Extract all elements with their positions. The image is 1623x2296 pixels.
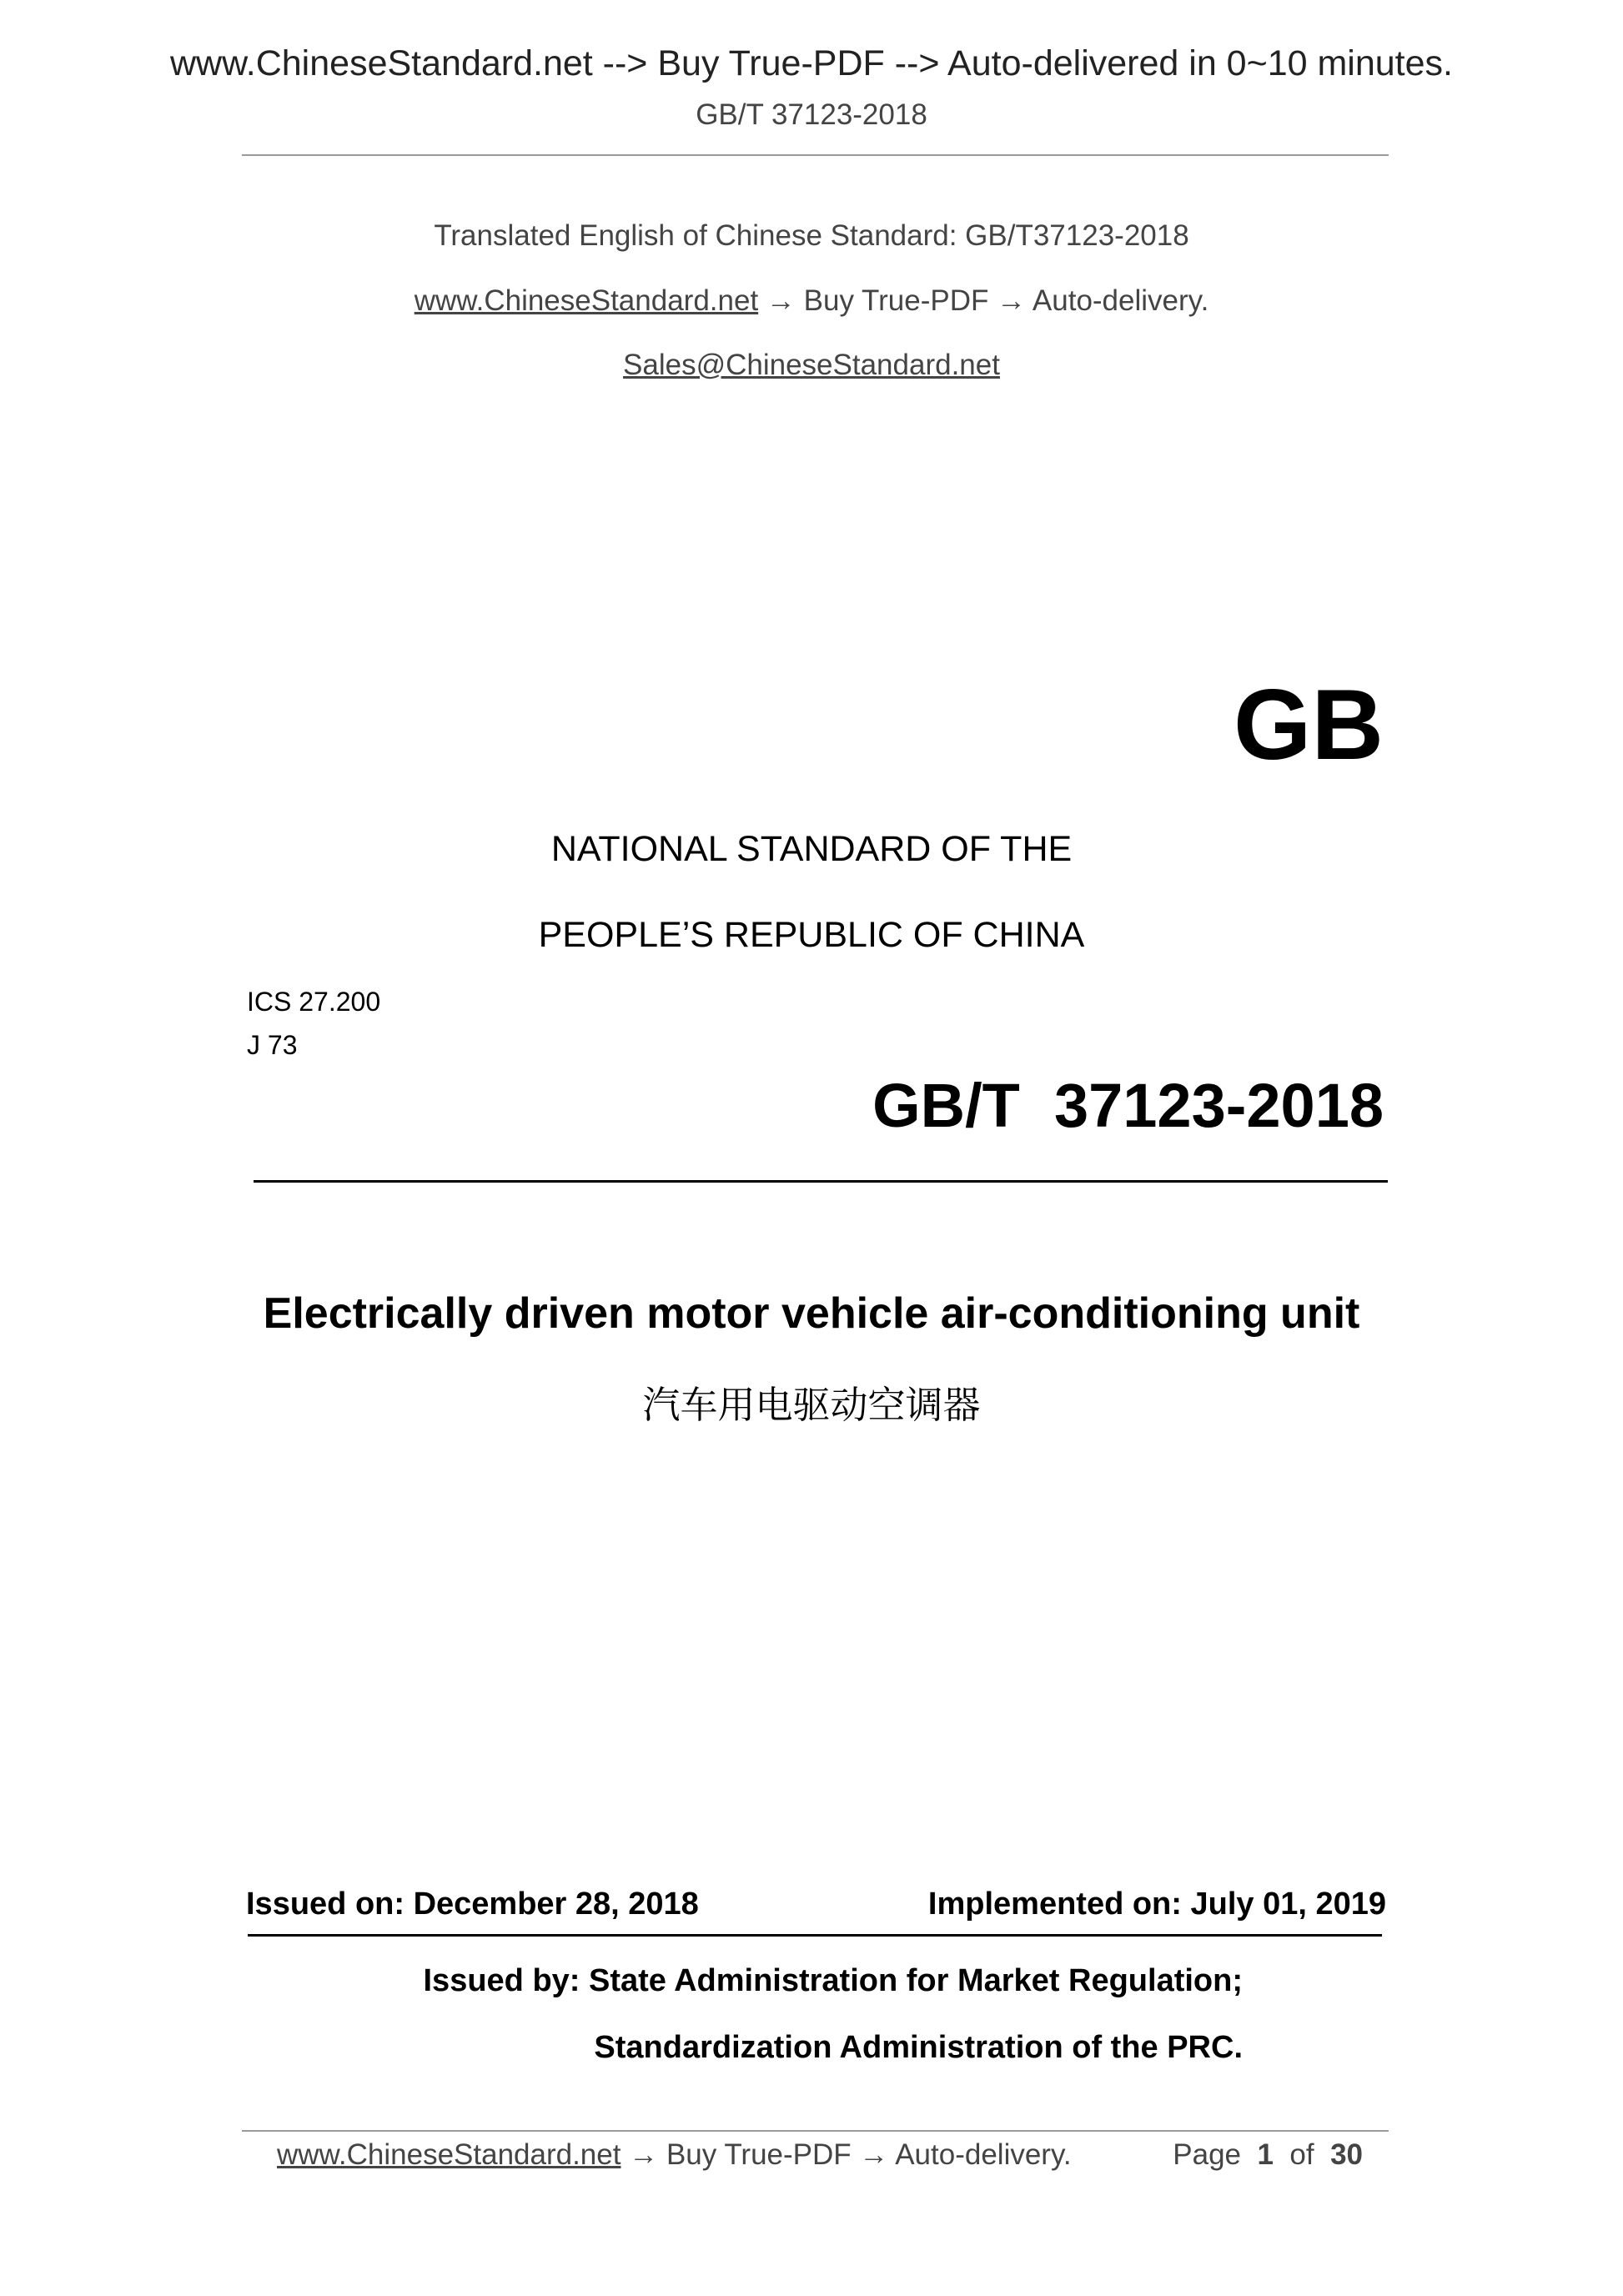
header-doc-code: GB/T 37123-2018: [696, 98, 927, 131]
footer-delivery-line: [277, 2138, 1072, 2172]
auto-delivery-text: Auto-delivery.: [1032, 284, 1209, 317]
arrow-icon: →: [766, 284, 796, 317]
of-label: of: [1289, 2138, 1314, 2171]
header-banner: www.ChineseStandard.net --> Buy True-PDF --> Auto-delivered in 0~10 minutes.: [169, 43, 1453, 83]
implemented-on: Implemented on: July 01, 2019: [927, 1887, 1386, 1922]
page-indicator: [1173, 2138, 1363, 2172]
ics-code: ICS 27.200: [247, 987, 381, 1017]
arrow-icon: →: [629, 2138, 659, 2171]
footer-buy-text: Buy True-PDF: [666, 2138, 852, 2171]
page-number: 1: [1257, 2138, 1274, 2171]
issued-by-line-1: Issued by: State Administration for Market Regulation;: [423, 1963, 1243, 1998]
site-link[interactable]: www.ChineseStandard.net: [414, 284, 759, 317]
page-label: Page: [1173, 2138, 1242, 2171]
national-standard-line-1: NATIONAL STANDARD OF THE: [550, 829, 1073, 869]
standard-number-rule: [254, 1180, 1388, 1183]
intro-delivery-line: [0, 284, 1623, 318]
ccs-code: J 73: [247, 1030, 298, 1060]
issued-by-line-2: Standardization Administration of the PRC.: [594, 2030, 1243, 2065]
footer-site-link[interactable]: www.ChineseStandard.net: [277, 2138, 621, 2171]
translated-line: Translated English of Chinese Standard: GB/T37123-2018: [434, 219, 1189, 252]
arrow-icon: →: [997, 284, 1027, 317]
email-link[interactable]: Sales@ChineseStandard.net: [623, 349, 1000, 381]
footer-divider: [242, 2130, 1389, 2132]
title-chinese: 汽车用电驱动空调器: [642, 1383, 981, 1427]
dates-rule: [248, 1934, 1382, 1937]
email-line: [0, 349, 1623, 382]
national-standard-line-2: PEOPLE’S REPUBLIC OF CHINA: [538, 915, 1085, 955]
standard-number: GB/T 37123-2018: [872, 1071, 1384, 1140]
header-divider: [242, 154, 1389, 156]
arrow-icon: →: [859, 2138, 889, 2171]
issued-on: Issued on: December 28, 2018: [246, 1887, 699, 1922]
title-english: Electrically driven motor vehicle air-conditioning unit: [263, 1289, 1360, 1338]
page-total: 30: [1330, 2138, 1363, 2171]
gb-mark: GB: [1234, 669, 1384, 781]
footer-auto-delivery-text: Auto-delivery.: [895, 2138, 1072, 2171]
buy-text: Buy True-PDF: [803, 284, 989, 317]
